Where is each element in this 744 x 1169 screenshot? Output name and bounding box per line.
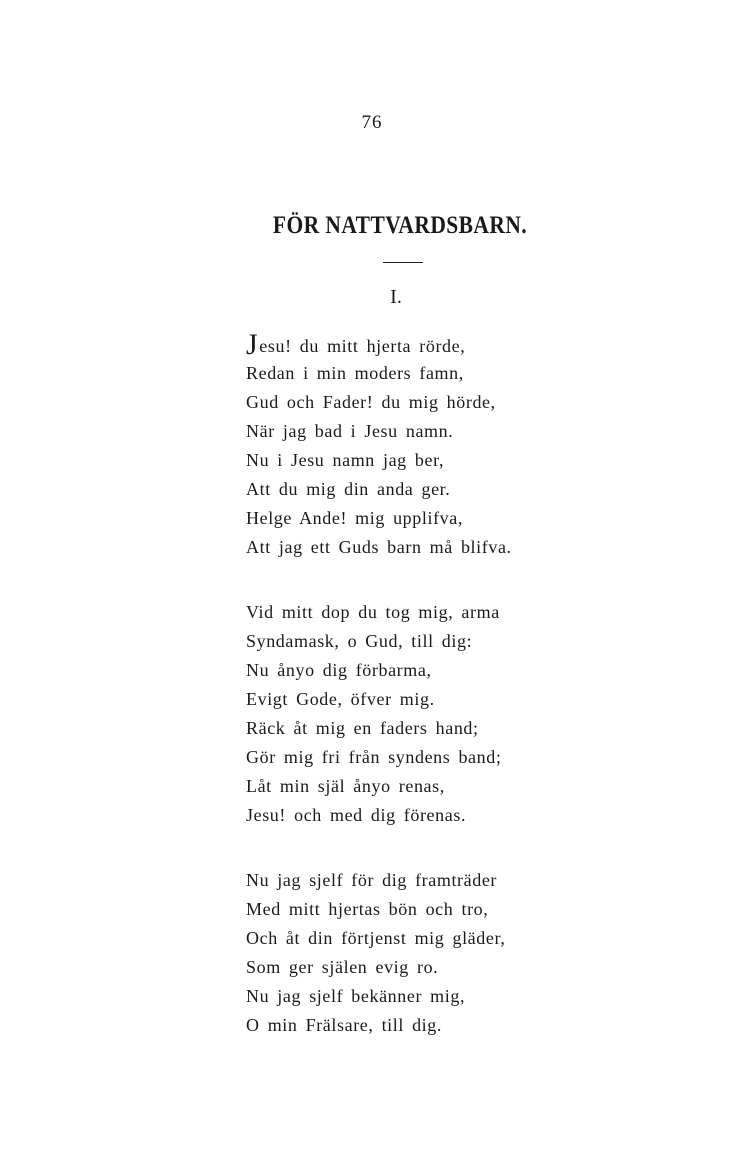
poem-line: Att du mig din anda ger. (246, 479, 451, 499)
poem-line: Redan i min moders famn, (246, 363, 464, 383)
stanza-2 (246, 598, 626, 830)
poem-line (246, 330, 626, 359)
poem-line: Och åt din förtjenst mig gläder, (246, 928, 506, 948)
poem-line: Nu jag sjelf bekänner mig, (246, 986, 466, 1006)
drop-cap-rest: esu! du mitt hjerta rörde, (259, 336, 466, 356)
poem-line: Att jag ett Guds barn må blifva. (246, 537, 512, 557)
poem-line: Jesu! och med dig förenas. (246, 805, 467, 825)
poem-line: Vid mitt dop du tog mig, arma (246, 602, 500, 622)
stanza-3 (246, 866, 626, 1040)
poem-line: Låt min själ ånyo renas, (246, 776, 445, 796)
poem-line: Som ger själen evig ro. (246, 957, 439, 977)
poem-line: Räck åt mig en faders hand; (246, 718, 479, 738)
poem-line: Nu jag sjelf för dig framträder (246, 870, 498, 890)
poem-line: När jag bad i Jesu namn. (246, 421, 454, 441)
section-number: I. (390, 286, 402, 308)
poem-line: Syndamask, o Gud, till dig: (246, 631, 473, 651)
poem-line: Nu i Jesu namn jag ber, (246, 450, 445, 470)
poem-line: Med mitt hjertas bön och tro, (246, 899, 489, 919)
page-number: 76 (361, 112, 383, 133)
stanza-1 (246, 330, 626, 562)
poem-body (246, 330, 626, 1076)
poem-line: O min Frälsare, till dig. (246, 1015, 442, 1035)
poem-line: Evigt Gode, öfver mig. (246, 689, 435, 709)
poem-title: FÖR NATTVARDSBARN. (272, 212, 528, 239)
poem-line: Helge Ande! mig upplifva, (246, 508, 463, 528)
drop-cap: J (246, 328, 259, 361)
title-divider (383, 262, 423, 263)
poem-line: Nu ånyo dig förbarma, (246, 660, 432, 680)
poem-line: Gud och Fader! du mig hörde, (246, 392, 496, 412)
poem-line: Gör mig fri från syndens band; (246, 747, 502, 767)
